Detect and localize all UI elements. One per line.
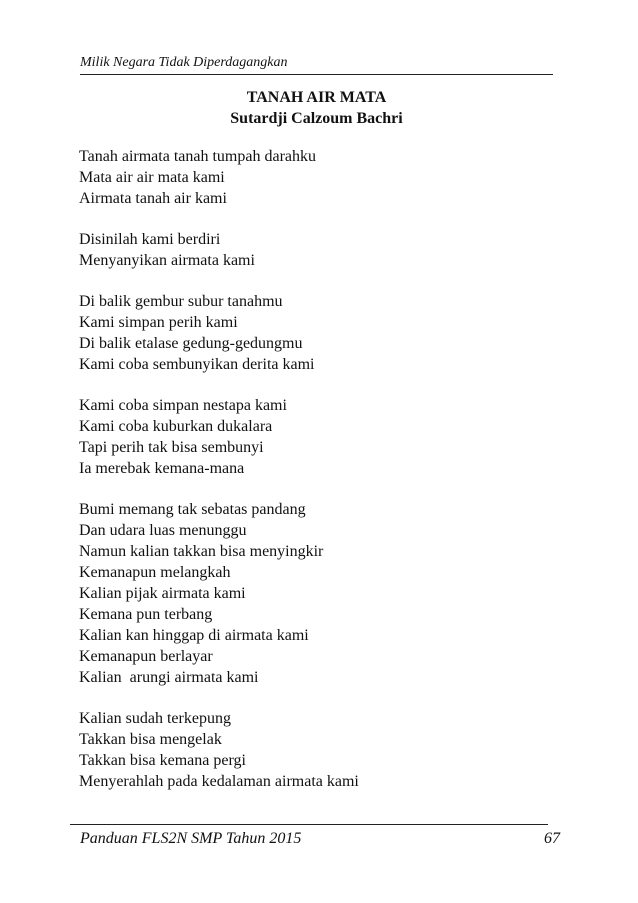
poem-line: Ia merebak kemana-mana bbox=[79, 460, 245, 477]
poem-line: Kami coba sembunyikan derita kami bbox=[79, 356, 315, 373]
stanza-3 bbox=[79, 291, 559, 375]
poem-line: Di balik etalase gedung-gedungmu bbox=[79, 335, 303, 352]
page-number: 67 bbox=[544, 830, 560, 847]
poem-line: Tapi perih tak bisa sembunyi bbox=[79, 439, 264, 456]
poem-line: Menyanyikan airmata kami bbox=[79, 252, 255, 269]
poem-line: Kami coba simpan nestapa kami bbox=[79, 397, 287, 414]
poem-author: Sutardji Calzoum Bachri bbox=[230, 110, 403, 127]
poem-line: Disinilah kami berdiri bbox=[79, 231, 221, 248]
poem-line: Namun kalian takkan bisa menyingkir bbox=[79, 543, 324, 560]
poem-line: Menyerahlah pada kedalaman airmata kami bbox=[79, 773, 359, 790]
poem-line: Kalian arungi airmata kami bbox=[79, 669, 259, 686]
poem-line: Kalian sudah terkepung bbox=[79, 710, 231, 727]
poem-heading bbox=[80, 87, 553, 129]
stanza-2 bbox=[79, 229, 559, 271]
poem-line: Di balik gembur subur tanahmu bbox=[79, 293, 283, 310]
poem-line: Kami simpan perih kami bbox=[79, 314, 238, 331]
poem-title: TANAH AIR MATA bbox=[246, 89, 387, 106]
poem-line: Takkan bisa kemana pergi bbox=[79, 752, 246, 769]
poem-line: Tanah airmata tanah tumpah darahku bbox=[79, 148, 316, 165]
footer-text: Panduan FLS2N SMP Tahun 2015 bbox=[80, 830, 302, 847]
poem-body bbox=[79, 146, 559, 812]
footer-divider bbox=[70, 824, 548, 825]
poem-line: Dan udara luas menunggu bbox=[79, 522, 247, 539]
header-text: Milik Negara Tidak Diperdagangkan bbox=[80, 55, 288, 70]
stanza-1 bbox=[79, 146, 559, 209]
poem-line: Kemanapun melangkah bbox=[79, 564, 231, 581]
stanza-6 bbox=[79, 708, 559, 792]
poem-line: Kemana pun terbang bbox=[79, 606, 213, 623]
stanza-4 bbox=[79, 395, 559, 479]
poem-line: Takkan bisa mengelak bbox=[79, 731, 222, 748]
poem-line: Kalian pijak airmata kami bbox=[79, 585, 246, 602]
poem-line: Airmata tanah air kami bbox=[79, 190, 227, 207]
poem-line: Kemanapun berlayar bbox=[79, 648, 213, 665]
poem-line: Mata air air mata kami bbox=[79, 169, 225, 186]
poem-line: Kalian kan hinggap di airmata kami bbox=[79, 627, 309, 644]
page-header bbox=[80, 53, 553, 75]
stanza-5 bbox=[79, 499, 559, 688]
poem-line: Bumi memang tak sebatas pandang bbox=[79, 501, 306, 518]
poem-line: Kami coba kuburkan dukalara bbox=[79, 418, 273, 435]
